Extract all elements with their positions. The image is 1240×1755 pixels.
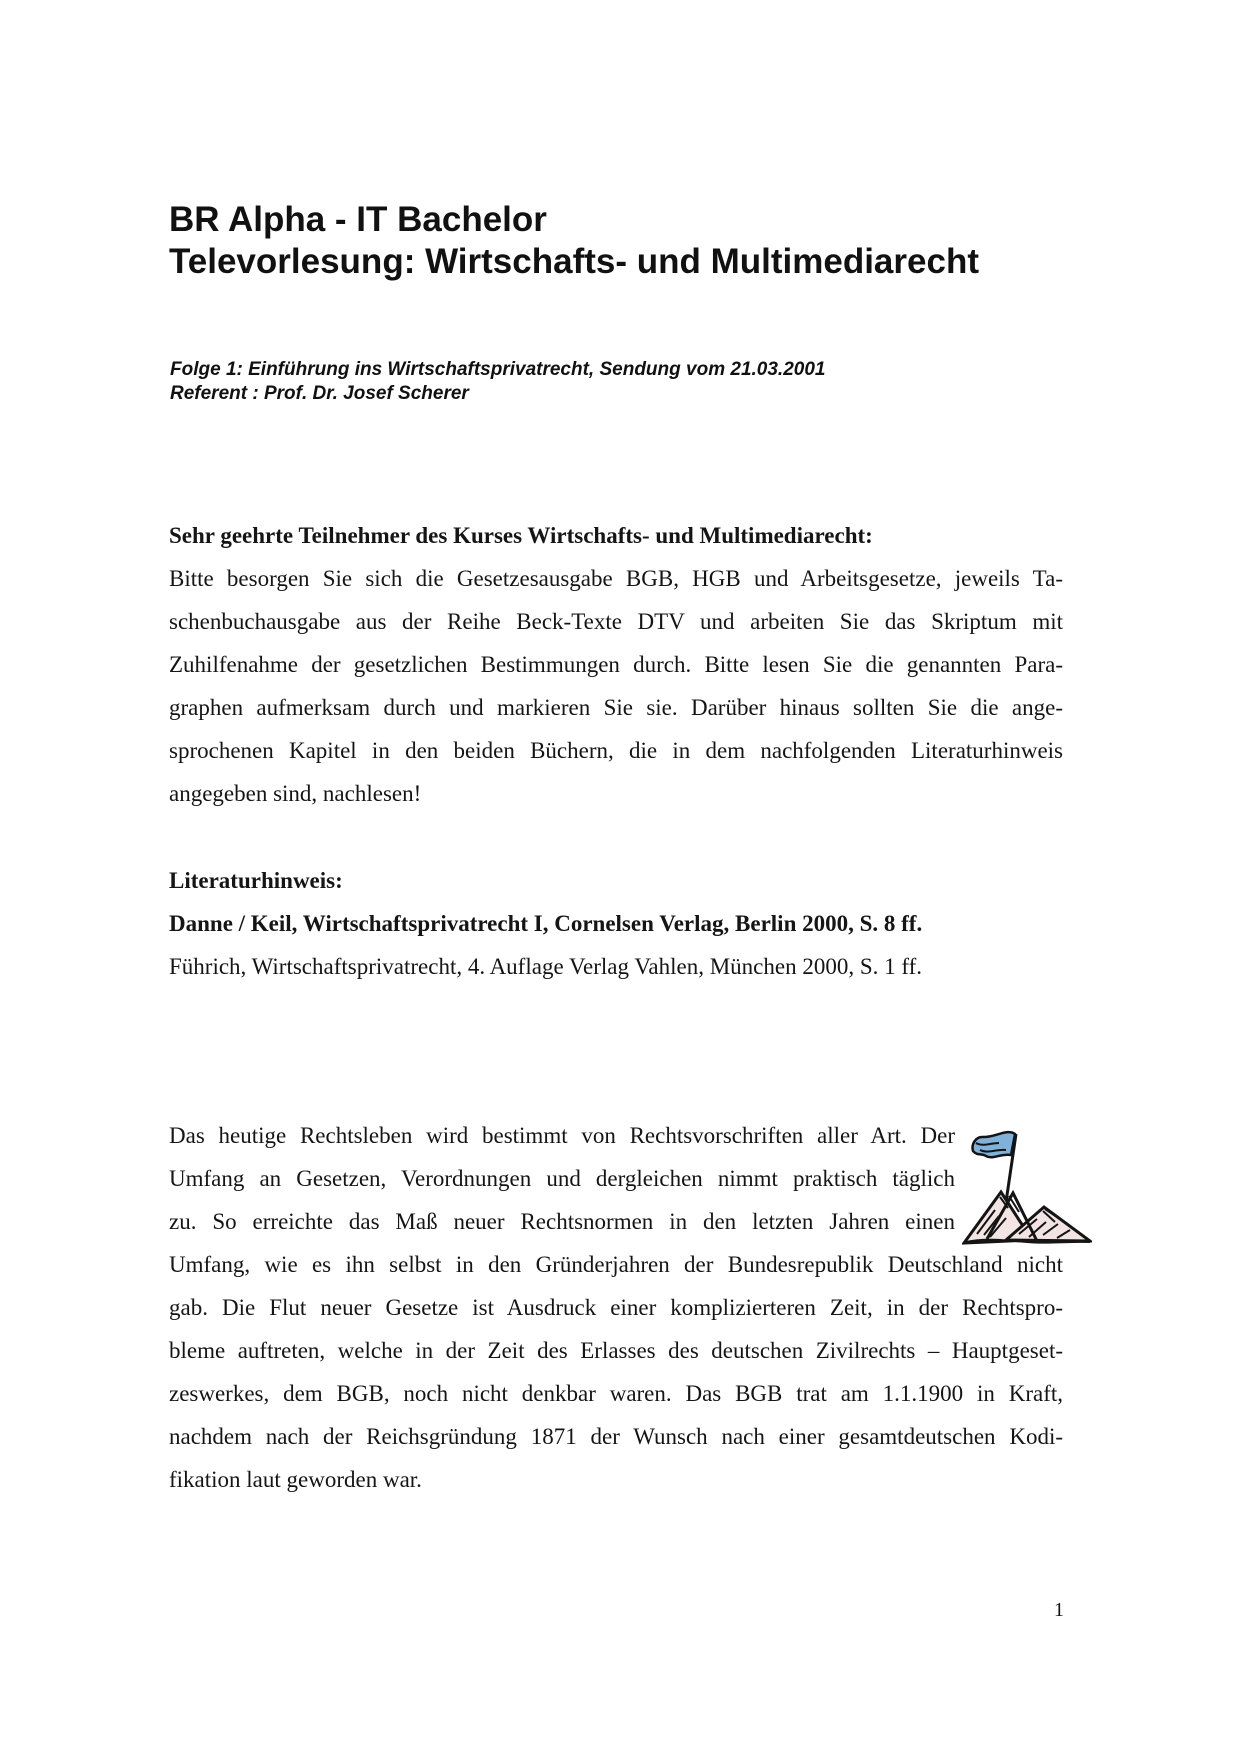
literature-secondary: Führich, Wirtschaftsprivatrecht, 4. Auflage Verlag Vahlen, München 2000, S. 1 ff. xyxy=(169,954,923,979)
notice-line: Zuhilfenahme der gesetzlichen Bestimmungen durch. Bitte lesen Sie die genannten Para- xyxy=(169,652,1063,677)
intro-line: nachdem nach der Reichsgründung 1871 der Wunsch nach einer gesamtdeutschen Kodi- xyxy=(169,1424,1063,1449)
mountain-flag-icon xyxy=(962,1124,1092,1248)
notice-line: angegeben sind, nachlesen! xyxy=(169,781,422,806)
course-notice xyxy=(169,514,1063,815)
episode-meta xyxy=(170,358,825,406)
intro-line: bleme auftreten, welche in der Zeit des Erlasses des deutschen Zivilrechts – Hauptgeset- xyxy=(169,1338,1063,1363)
notice-line: schenbuchausgabe aus der Reihe Beck-Texte DTV und arbeiten Sie das Skriptum mit xyxy=(169,609,1063,634)
notice-line: sprochenen Kapitel in den beiden Büchern, die in dem nachfolgenden Literaturhinweis xyxy=(169,738,1063,763)
title-line-1: BR Alpha - IT Bachelor xyxy=(169,200,547,239)
literature-heading: Literaturhinweis: xyxy=(169,868,343,893)
intro-paragraph xyxy=(169,1114,1063,1501)
page-number: 1 xyxy=(1054,1599,1064,1621)
episode-line: Folge 1: Einführung ins Wirtschaftsprivatrecht, Sendung vom 21.03.2001 xyxy=(170,359,826,380)
intro-line: Umfang an Gesetzen, Verordnungen und dergleichen nimmt praktisch täglich xyxy=(169,1166,955,1191)
document-title xyxy=(169,199,979,283)
intro-line: Das heutige Rechtsleben wird bestimmt von Rechtsvorschriften aller Art. Der xyxy=(169,1123,955,1148)
literature-section xyxy=(169,859,1063,988)
intro-line: gab. Die Flut neuer Gesetze ist Ausdruck einer komplizierteren Zeit, in der Rechtspro- xyxy=(169,1295,1063,1320)
intro-line: zeswerkes, dem BGB, noch nicht denkbar waren. Das BGB trat am 1.1.1900 in Kraft, xyxy=(169,1381,1063,1406)
notice-line: graphen aufmerksam durch und markieren Sie sie. Darüber hinaus sollten Sie die ange- xyxy=(169,695,1063,720)
intro-line: zu. So erreichte das Maß neuer Rechtsnormen in den letzten Jahren einen xyxy=(169,1209,955,1234)
literature-primary: Danne / Keil, Wirtschaftsprivatrecht I, Cornelsen Verlag, Berlin 2000, S. 8 ff. xyxy=(169,911,923,936)
speaker-line: Referent : Prof. Dr. Josef Scherer xyxy=(170,383,469,404)
notice-heading: Sehr geehrte Teilnehmer des Kurses Wirtschafts- und Multimediarecht: xyxy=(169,523,873,548)
title-line-2: Televorlesung: Wirtschafts- und Multimediarecht xyxy=(169,242,979,281)
intro-line: Umfang, wie es ihn selbst in den Gründerjahren der Bundesrepublik Deutschland nicht xyxy=(169,1252,1063,1277)
intro-line: fikation laut geworden war. xyxy=(169,1467,422,1492)
notice-line: Bitte besorgen Sie sich die Gesetzesausgabe BGB, HGB und Arbeitsgesetze, jeweils Ta- xyxy=(169,566,1063,591)
